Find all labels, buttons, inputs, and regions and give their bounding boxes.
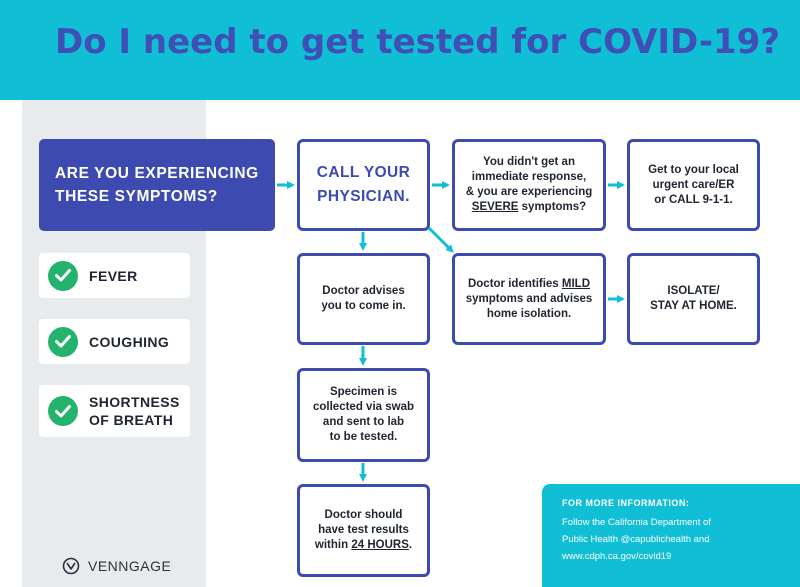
node-specimen: Specimen is collected via swab and sent to lab to be tested. — [297, 368, 430, 462]
symptom-label: COUGHING — [89, 333, 170, 350]
node-mild-symptoms: Doctor identifies MILD symptoms and advises home isolation. — [452, 253, 606, 345]
symptom-question-line: THESE SYMPTOMS? — [55, 188, 218, 205]
page-title: Do I need to get tested for COVID-19? — [55, 22, 781, 62]
arrow-call-to-mild — [429, 228, 451, 250]
brand-name: VENNGAGE — [88, 558, 172, 574]
info-panel — [542, 484, 800, 587]
venngage-logo-icon — [62, 557, 80, 575]
node-come-in: Doctor advises you to come in. — [297, 253, 430, 345]
node-test-results: Doctor should have test results within 24 HOURS. — [297, 484, 430, 577]
symptom-question-line: ARE YOU EXPERIENCING — [55, 165, 259, 182]
info-body: Follow the California Department of Public Health @capublichealth and www.cdph.ca.gov/covid19 — [562, 517, 711, 562]
node-isolate: ISOLATE/ STAY AT HOME. — [627, 253, 760, 345]
node-urgent-care: Get to your local urgent care/ER or CALL 9-1-1. — [627, 139, 760, 231]
node-call-physician: CALL YOUR PHYSICIAN. — [297, 139, 430, 231]
info-heading: FOR MORE INFORMATION: — [562, 498, 690, 508]
symptom-label: FEVER — [89, 267, 138, 284]
symptom-label: SHORTNESS OF BREATH — [89, 394, 180, 428]
brand-logo — [62, 557, 171, 575]
node-no-response: You didn't get an immediate response, & you are experiencing SEVERE symptoms? — [452, 139, 606, 231]
